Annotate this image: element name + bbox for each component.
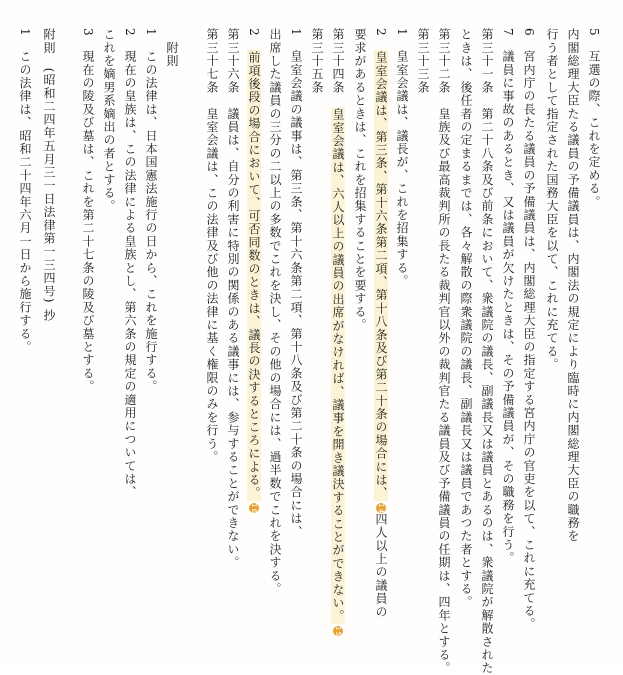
supplementary-heading-col [165, 28, 179, 68]
article-col [437, 28, 451, 675]
article-number: 第三十五条 [310, 28, 324, 94]
item-number: 1 [289, 28, 303, 37]
paragraph-col [395, 28, 409, 288]
paragraph-text: この法律は、日本国憲法施行の日から、これを施行する。 [144, 50, 158, 394]
article-col [205, 28, 219, 464]
paragraph-text: ときは、後任者の定まるまでは、各々解散の際衆議院の議長、副議長又は議員であつた者とする。 [459, 28, 473, 609]
item-number: 1 [395, 28, 409, 37]
paragraph-text: 皇室会議は、議長が、これを招集する。 [395, 50, 409, 288]
paragraph-col [522, 28, 536, 631]
paragraph-text: 四人以上の議員の [374, 512, 388, 619]
paragraph-text: (昭和二四年五月三一日法律第一三四号) 抄 [42, 67, 56, 322]
paragraph-text: これを嫡男系嫡出の者とする。 [102, 28, 116, 213]
highlighted-text: 皇室会議は、六人以上の議員の出席がなければ、議事を開き議決することができない。 [331, 108, 345, 624]
paragraph-text: 互選の際、これを定める。 [587, 50, 601, 209]
article-col [416, 28, 430, 94]
paragraph-text: 皇室会議は、この法律及び他の法律に基く権限のみを行う。 [205, 107, 219, 464]
item-number: 1 [18, 28, 32, 37]
item-number: 2 [123, 28, 137, 37]
paragraph-col [144, 28, 158, 393]
item-number: 5 [587, 28, 601, 37]
paragraph-col [353, 28, 367, 332]
supplementary-heading: 附則 [42, 28, 56, 55]
article-col [226, 28, 240, 569]
paragraph-col [289, 28, 303, 538]
paragraph-text: 内閣総理大臣たる議員の予備議員は、内閣法の規定により臨時に内閣総理大臣の職務を [566, 28, 580, 543]
article-col [331, 28, 345, 636]
article-number: 第三十四条 [331, 28, 345, 94]
article-number: 第三十七条 [205, 28, 219, 94]
paragraph-col [566, 28, 580, 543]
item-number: 7 [501, 28, 515, 37]
supplementary-heading-col [42, 28, 56, 322]
annotation-badge[interactable]: 15 [334, 626, 342, 638]
paragraph-text: 皇族及び最高裁判所の長たる裁判官以外の裁判官たる議員及び予備議員の任期は、四年とする。 [437, 107, 451, 675]
paragraph-col [102, 28, 116, 213]
article-number: 第三十二条 [437, 28, 451, 94]
paragraph-col [374, 28, 388, 618]
paragraph-text: 要求があるときは、これを招集することを要する。 [353, 28, 367, 332]
paragraph-text: 議員に事故のあるとき、又は議員が欠けたときは、その予備議員が、その職務を行う。 [501, 50, 515, 565]
paragraph-col [123, 28, 137, 499]
paragraph-col [545, 28, 559, 371]
paragraph-col [268, 28, 282, 596]
article-col [480, 28, 494, 675]
paragraph-text: 皇室会議の議事は、第三条、第十六条第二項、第十八条及び第二十条の場合には、 [289, 50, 303, 539]
paragraph-col [247, 28, 261, 513]
item-number: 3 [81, 28, 95, 37]
paragraph-text: 議員は、自分の利害に特別の関係のある議事には、参与することができない。 [226, 107, 240, 570]
paragraph-col [501, 28, 515, 565]
highlighted-text: 皇室会議は、第三条、第十六条第二項、第十八条及び第二十条の場合には、 [374, 51, 388, 500]
supplementary-heading: 附則 [165, 41, 179, 68]
annotation-badge[interactable]: 16 [250, 502, 258, 515]
paragraph-col [18, 28, 32, 354]
paragraph-text: 行う者として指定された国務大臣を以て、これに充てる。 [545, 28, 559, 372]
highlighted-text: 前項後段の場合において、可否同数のときは、議長の決するところによる。 [247, 51, 261, 500]
paragraph-col [81, 28, 95, 393]
item-number: 1 [144, 28, 158, 37]
paragraph-text: この法律は、昭和二十四年六月一日から施行する。 [18, 50, 32, 354]
article-number: 第三十六条 [226, 28, 240, 94]
paragraph-col [587, 28, 601, 208]
paragraph-text: 第二十八条及び前条において、衆議院の議長、副議長又は議員とあるのは、衆議院が解散された [480, 107, 494, 675]
article-number: 第三十一条 [480, 28, 494, 94]
paragraph-text: 出席した議員の三分の二以上の多数でこれを決し、その他の場合には、過半数でこれを決する。 [268, 28, 282, 596]
paragraph-text: 現在の陵及び墓は、これを第二十七条の陵及び墓とする。 [81, 50, 95, 394]
item-number: 2 [374, 28, 388, 37]
annotation-badge[interactable]: 14 [377, 502, 385, 515]
article-number: 第三十三条 [416, 28, 430, 94]
article-col [310, 28, 324, 94]
item-number: 2 [247, 28, 261, 37]
paragraph-col [459, 28, 473, 609]
item-number: 6 [522, 28, 536, 37]
paragraph-text: 現在の皇族は、この法律による皇族とし、第六条の規定の適用については、 [123, 50, 137, 499]
paragraph-text: 宮内庁の長たる議員の予備議員は、内閣総理大臣の指定する宮内庁の官吏を以て、これに充てる。 [522, 50, 536, 631]
